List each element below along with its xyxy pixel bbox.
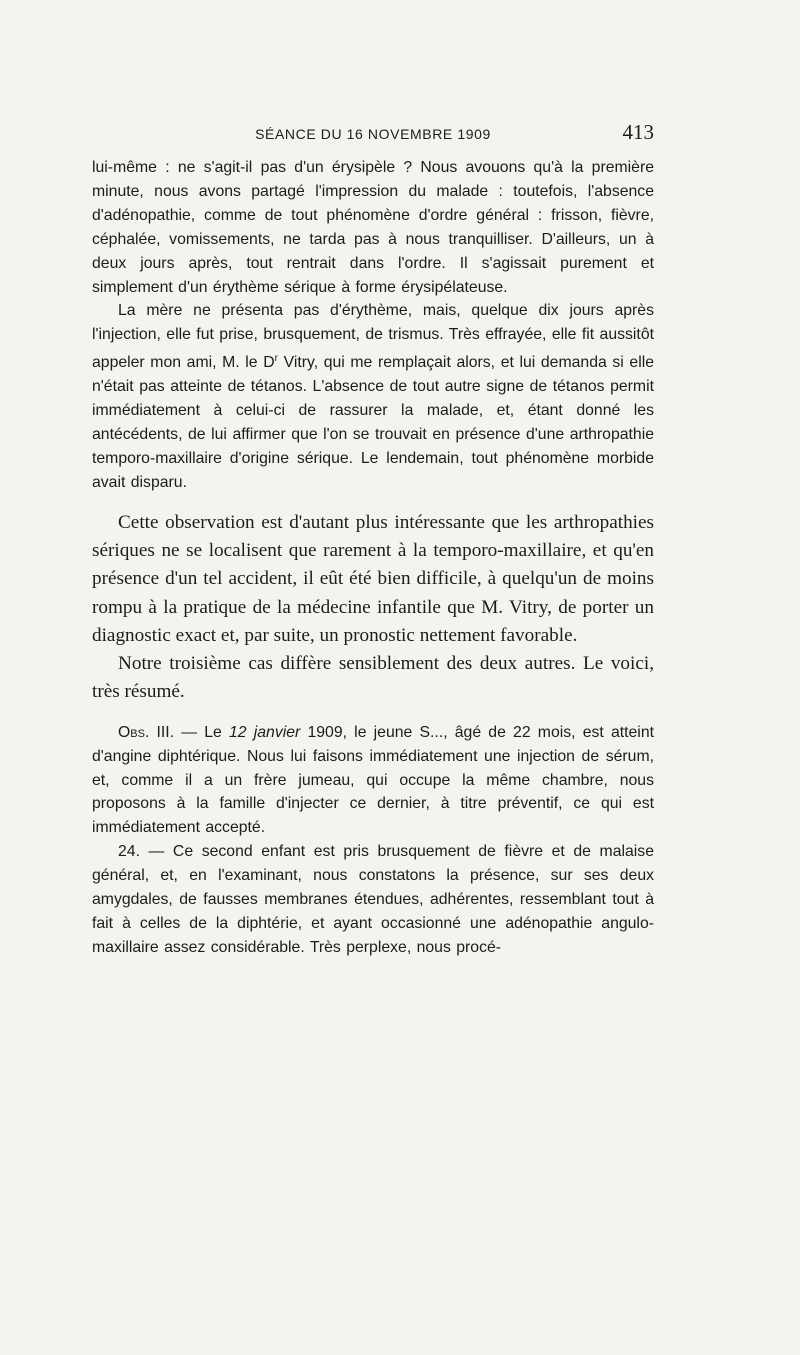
- running-title: SÉANCE DU 16 NOVEMBRE 1909: [255, 126, 491, 142]
- running-head: [92, 120, 654, 150]
- book-page: [92, 120, 654, 960]
- paragraph-text: Vitry, qui me remplaçait alors, et lui demanda si elle n'était pas atteinte de tétanos. L'absence de tout autre signe de tétanos permit immédiatement à celui-ci de rassurer la malade, et, étant donné les antécédents, de lui affirmer que l'on se trouvait en présence d'une arthropathie temporo-maxillaire d'origine sérique. Le lendemain, tout phénomène morbide avait disparu.: [92, 354, 654, 491]
- paragraph-text: 1909, le jeune S..., âgé de 22 mois, est atteint d'angine diphtérique. Nous lui faisons immédiatement une injection de sérum, et, comme il a un frère jumeau, qui occupe la même chambre, nous proposons à la famille d'injecter ce dernier, à titre préventif, ce qui est immédiatement accepté.: [92, 723, 654, 837]
- paragraph-text: La mère ne présenta pas d'érythème, mais, quelque dix jours après l'injection, elle fut prise, brusquement, de trismus. Très effrayée, elle fit aussitôt appeler mon ami, M. le D: [92, 302, 654, 372]
- obs-date: 12 janvier: [229, 723, 301, 741]
- paragraph-third-case: Notre troisième cas diffère sensiblement des deux autres. Le voici, très résumé.: [92, 653, 654, 703]
- small-print-block: [92, 156, 654, 495]
- paragraph-day-24: 24. — Ce second enfant est pris brusquement de fièvre et de malaise général, et, en l'examinant, nous constatons la présence, sur ses deux amygdales, de fausses membranes étendues, adhérentes, ressemblant tout à fait à celles de la diphtérie, et ayant occasionné une adénopathie angulo-maxillaire assez considérable. Très perplexe, nous procé-: [92, 843, 654, 956]
- paragraph-obs-iii: [92, 721, 654, 841]
- page-number: 413: [622, 120, 654, 144]
- large-print-block: [92, 509, 654, 707]
- paragraph-continuation: lui-même : ne s'agit-il pas d'un érysipèle ? Nous avouons qu'à la première minute, nous avons partagé l'impression du malade : toutefois, l'absence d'adénopathie, comme de tout phénomène d'ordre général : frisson, fièvre, céphalée, vomissements, ne tarda pas à nous tranquilliser. D'ailleurs, un à deux jours après, tout rentrait dans l'ordre. Il s'agissait purement et simplement d'un érythème sérique à forme érysipélateuse.: [92, 159, 654, 296]
- paragraph-observation-comment: Cette observation est d'autant plus intéressante que les arthropathies sériques ne se localisent que rarement à la temporo-maxillaire, et qu'en présence d'un tel accident, il eût été bien difficile, à quelqu'un de moins rompu à la pratique de la médecine infantile que M. Vitry, de porter un diagnostic exact et, par suite, un pronostic nettement favorable.: [92, 511, 654, 646]
- obs-label: Obs. III.: [118, 723, 175, 741]
- paragraph-mother-trismus: [92, 299, 654, 494]
- observation-block: [92, 721, 654, 960]
- superscript: r: [274, 353, 278, 365]
- paragraph-text: — Le: [174, 723, 229, 741]
